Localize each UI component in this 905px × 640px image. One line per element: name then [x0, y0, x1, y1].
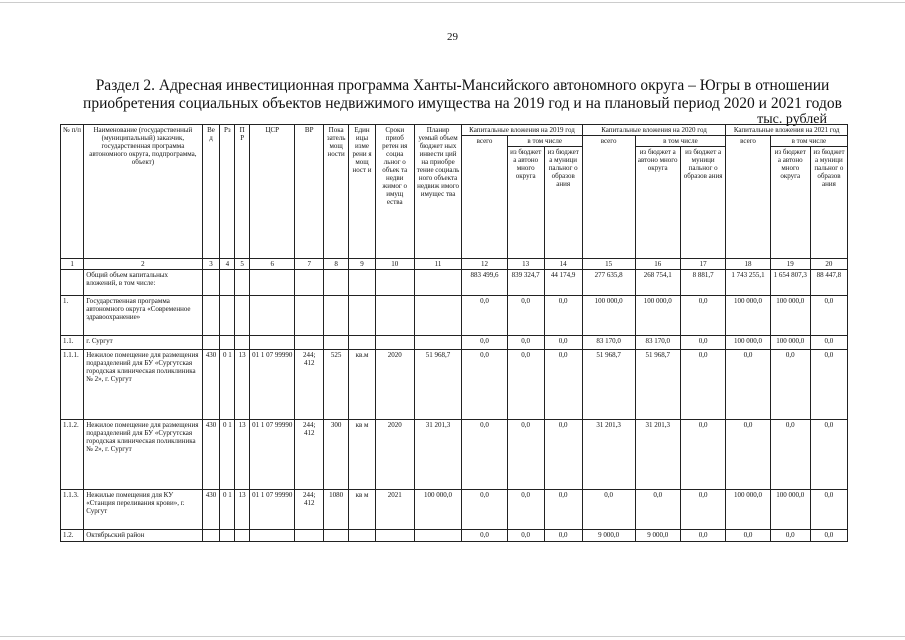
cell-value: 83 170,0: [582, 336, 635, 350]
cell-value: 100 000,0: [726, 336, 770, 350]
cell-plan: [414, 296, 462, 336]
cell-vr: [295, 336, 324, 350]
col-number: 2: [84, 259, 202, 270]
cell-value: 100 000,0: [582, 296, 635, 336]
cell-term: [375, 296, 414, 336]
cell-value: 277 635,8: [582, 270, 635, 296]
cell-power: 1080: [323, 490, 348, 530]
hdr-unit: Един ицы изме рени я мощ ност и: [349, 125, 375, 259]
col-number: 12: [462, 259, 507, 270]
cell-vr: [295, 270, 324, 296]
cell-csr: [250, 270, 295, 296]
hdr-csr: ЦСР: [250, 125, 295, 259]
cell-ved: [202, 336, 220, 350]
hdr-year-2019: Капитальные вложения на 2019 год: [462, 125, 582, 136]
cell-unit: кв м: [349, 490, 375, 530]
cell-name: Нежилые помещения для КУ «Станция переливания крови», г. Сургут: [84, 490, 202, 530]
column-number-row: [61, 259, 848, 270]
cell-value: 0,0: [810, 420, 847, 490]
hdr-incl-2019: в том числе: [507, 136, 582, 147]
hdr-rz: Рз: [220, 125, 235, 259]
cell-rz: [220, 296, 235, 336]
cell-power: 525: [323, 350, 348, 420]
hdr-mun-2020: из бюджет а муници пальног о образов ания: [680, 147, 725, 259]
cell-vr: 244; 412: [295, 350, 324, 420]
cell-value: 0,0: [726, 530, 770, 542]
cell-ved: [202, 270, 220, 296]
cell-name: Октябрьский район: [84, 530, 202, 542]
cell-value: 1 654 807,3: [770, 270, 810, 296]
cell-name: Нежилое помещение для размещения подразделений для БУ «Сургутская городская клиническая поликлиника № 2», г. Сургут: [84, 350, 202, 420]
cell-term: 2021: [375, 490, 414, 530]
cell-csr: 01 1 07 99990: [250, 490, 295, 530]
cell-num: 1.2.: [61, 530, 84, 542]
cell-term: [375, 336, 414, 350]
cell-name: г. Сургут: [84, 336, 202, 350]
hdr-mun-2019: из бюджет а муници пальног о образов ания: [544, 147, 582, 259]
cell-value: 839 324,7: [507, 270, 544, 296]
cell-value: 88 447,8: [810, 270, 847, 296]
col-number: 17: [680, 259, 725, 270]
cell-value: 0,0: [810, 530, 847, 542]
cell-plan: [414, 270, 462, 296]
hdr-name: Наименование (государственный (муниципальный) заказчик, государственная программа автономного округа, подпрограмма, объект): [84, 125, 202, 259]
cell-value: 0,0: [810, 350, 847, 420]
cell-ved: [202, 530, 220, 542]
cell-num: 1.1.3.: [61, 490, 84, 530]
cell-ved: 430: [202, 350, 220, 420]
cell-value: 0,0: [770, 420, 810, 490]
hdr-reg-2019: из бюджет а автоно много округа: [507, 147, 544, 259]
cell-value: 0,0: [726, 350, 770, 420]
title-line-1: Раздел 2. Адресная инвестиционная программа Ханты-Мансийского автономного округа – Югры в отношении: [95, 77, 830, 94]
cell-pr: 13: [235, 490, 250, 530]
cell-ved: 430: [202, 420, 220, 490]
col-number: 15: [582, 259, 635, 270]
cell-unit: [349, 270, 375, 296]
cell-value: 0,0: [507, 420, 544, 490]
cell-unit: [349, 296, 375, 336]
cell-value: 100 000,0: [726, 296, 770, 336]
cell-value: 0,0: [726, 420, 770, 490]
units-label: тыс. рублей: [757, 112, 827, 127]
cell-value: 0,0: [462, 420, 507, 490]
cell-plan: [414, 530, 462, 542]
cell-rz: [220, 336, 235, 350]
col-number: 4: [220, 259, 235, 270]
col-number: 1: [61, 259, 84, 270]
cell-value: 0,0: [680, 420, 725, 490]
cell-value: 0,0: [810, 336, 847, 350]
cell-value: 0,0: [680, 350, 725, 420]
cell-vr: [295, 296, 324, 336]
cell-pr: [235, 530, 250, 542]
cell-power: [323, 296, 348, 336]
table-body: [61, 270, 848, 542]
col-number: 14: [544, 259, 582, 270]
cell-value: 0,0: [582, 490, 635, 530]
cell-unit: кв м: [349, 420, 375, 490]
col-number: 8: [323, 259, 348, 270]
col-number: 16: [635, 259, 680, 270]
cell-value: 0,0: [462, 490, 507, 530]
cell-name: Общий объем капитальных вложений, в том числе:: [84, 270, 202, 296]
cell-num: 1.1.1.: [61, 350, 84, 420]
hdr-incl-2021: в том числе: [770, 136, 847, 147]
cell-value: 31 201,3: [582, 420, 635, 490]
cell-value: 268 754,1: [635, 270, 680, 296]
col-number: 19: [770, 259, 810, 270]
cell-value: 0,0: [507, 350, 544, 420]
cell-unit: [349, 530, 375, 542]
cell-value: 0,0: [544, 350, 582, 420]
table-row: [61, 336, 848, 350]
col-number: 5: [235, 259, 250, 270]
cell-term: 2020: [375, 420, 414, 490]
scan-edge-top: [0, 2, 905, 3]
cell-value: 44 174,9: [544, 270, 582, 296]
cell-value: 0,0: [544, 420, 582, 490]
page-number: 29: [447, 31, 458, 43]
hdr-total-2021: всего: [726, 136, 770, 259]
cell-csr: [250, 530, 295, 542]
cell-plan: 31 201,3: [414, 420, 462, 490]
col-number: 13: [507, 259, 544, 270]
cell-value: 0,0: [770, 530, 810, 542]
cell-value: 883 499,6: [462, 270, 507, 296]
cell-pr: [235, 296, 250, 336]
cell-csr: 01 1 07 99990: [250, 420, 295, 490]
cell-value: 1 743 255,1: [726, 270, 770, 296]
cell-value: 0,0: [544, 530, 582, 542]
cell-pr: 13: [235, 420, 250, 490]
col-number: 20: [810, 259, 847, 270]
cell-value: 0,0: [544, 336, 582, 350]
cell-value: 0,0: [462, 530, 507, 542]
header-row-1: [61, 125, 848, 136]
cell-value: 100 000,0: [635, 296, 680, 336]
table-row: [61, 490, 848, 530]
cell-value: 0,0: [680, 490, 725, 530]
cell-unit: [349, 336, 375, 350]
hdr-total-2019: всего: [462, 136, 507, 259]
cell-value: 31 201,3: [635, 420, 680, 490]
cell-value: 9 000,0: [582, 530, 635, 542]
cell-value: 9 000,0: [635, 530, 680, 542]
col-number: 18: [726, 259, 770, 270]
table-row: [61, 296, 848, 336]
cell-value: 0,0: [544, 296, 582, 336]
investment-table: [60, 124, 848, 542]
scan-edge-bottom: [0, 636, 905, 637]
cell-power: 300: [323, 420, 348, 490]
cell-rz: [220, 270, 235, 296]
cell-vr: 244; 412: [295, 420, 324, 490]
hdr-year-2021: Капитальные вложения на 2021 год: [726, 125, 848, 136]
hdr-reg-2021: из бюджет а автоно много округа: [770, 147, 810, 259]
cell-value: 0,0: [462, 296, 507, 336]
hdr-ved: Ве д: [202, 125, 220, 259]
cell-vr: [295, 530, 324, 542]
cell-csr: [250, 336, 295, 350]
cell-num: 1.1.2.: [61, 420, 84, 490]
table-row: [61, 270, 848, 296]
cell-value: 0,0: [810, 296, 847, 336]
cell-power: [323, 530, 348, 542]
cell-term: [375, 270, 414, 296]
hdr-incl-2020: в том числе: [635, 136, 726, 147]
cell-plan: 51 968,7: [414, 350, 462, 420]
cell-csr: [250, 296, 295, 336]
cell-value: 8 881,7: [680, 270, 725, 296]
cell-value: 100 000,0: [770, 296, 810, 336]
cell-term: [375, 530, 414, 542]
cell-value: 51 968,7: [582, 350, 635, 420]
cell-power: [323, 336, 348, 350]
hdr-term: Сроки приоб ретен ия социа льног о объек та недви жимог о имущ ества: [375, 125, 414, 259]
col-number: 3: [202, 259, 220, 270]
cell-value: 0,0: [462, 350, 507, 420]
cell-value: 100 000,0: [770, 490, 810, 530]
col-number: 6: [250, 259, 295, 270]
cell-value: 0,0: [635, 490, 680, 530]
cell-value: 0,0: [680, 336, 725, 350]
cell-rz: [220, 530, 235, 542]
cell-ved: [202, 296, 220, 336]
cell-plan: 100 000,0: [414, 490, 462, 530]
cell-unit: кв.м: [349, 350, 375, 420]
col-number: 7: [295, 259, 324, 270]
cell-value: 0,0: [680, 296, 725, 336]
table-row: [61, 420, 848, 490]
cell-term: 2020: [375, 350, 414, 420]
cell-num: [61, 270, 84, 296]
cell-num: 1.1.: [61, 336, 84, 350]
hdr-power: Пока затель мощ ности: [323, 125, 348, 259]
cell-value: 0,0: [507, 296, 544, 336]
cell-pr: [235, 270, 250, 296]
cell-value: 51 968,7: [635, 350, 680, 420]
hdr-year-2020: Капитальные вложения на 2020 год: [582, 125, 726, 136]
cell-value: 100 000,0: [726, 490, 770, 530]
cell-vr: 244; 412: [295, 490, 324, 530]
col-number: 9: [349, 259, 375, 270]
cell-power: [323, 270, 348, 296]
title-line-2: приобретения социальных объектов недвижимого имущества на 2019 год и на плановый период 2020 и 2021 годов: [83, 95, 842, 112]
hdr-plan: Планир уемый объем бюджет ных инвести ций на приобре тение социаль ного объекта недвиж имого имущес тва: [414, 125, 462, 259]
table-row: [61, 530, 848, 542]
hdr-total-2020: всего: [582, 136, 635, 259]
cell-value: 0,0: [507, 336, 544, 350]
cell-rz: 0 1: [220, 420, 235, 490]
cell-value: 0,0: [507, 530, 544, 542]
cell-name: Государственная программа автономного округа «Современное здравоохранение»: [84, 296, 202, 336]
col-number: 10: [375, 259, 414, 270]
cell-value: 0,0: [680, 530, 725, 542]
cell-ved: 430: [202, 490, 220, 530]
cell-value: 0,0: [462, 336, 507, 350]
cell-pr: 13: [235, 350, 250, 420]
hdr-reg-2020: из бюджет а автоно много округа: [635, 147, 680, 259]
cell-pr: [235, 336, 250, 350]
cell-csr: 01 1 07 99990: [250, 350, 295, 420]
cell-value: 0,0: [770, 350, 810, 420]
document-title: [60, 77, 865, 113]
hdr-num: № п/п: [61, 125, 84, 259]
hdr-mun-2021: из бюджет а муници пальног о образов ания: [810, 147, 847, 259]
table-row: [61, 350, 848, 420]
col-number: 11: [414, 259, 462, 270]
cell-value: 0,0: [544, 490, 582, 530]
cell-value: 0,0: [507, 490, 544, 530]
cell-plan: [414, 336, 462, 350]
cell-num: 1.: [61, 296, 84, 336]
cell-rz: 0 1: [220, 350, 235, 420]
cell-value: 100 000,0: [770, 336, 810, 350]
cell-value: 83 170,0: [635, 336, 680, 350]
hdr-pr: П Р: [235, 125, 250, 259]
hdr-vr: ВР: [295, 125, 324, 259]
cell-name: Нежилое помещение для размещения подразделений для БУ «Сургутская городская клиническая поликлиника № 2», г. Сургут: [84, 420, 202, 490]
cell-value: 0,0: [810, 490, 847, 530]
cell-rz: 0 1: [220, 490, 235, 530]
